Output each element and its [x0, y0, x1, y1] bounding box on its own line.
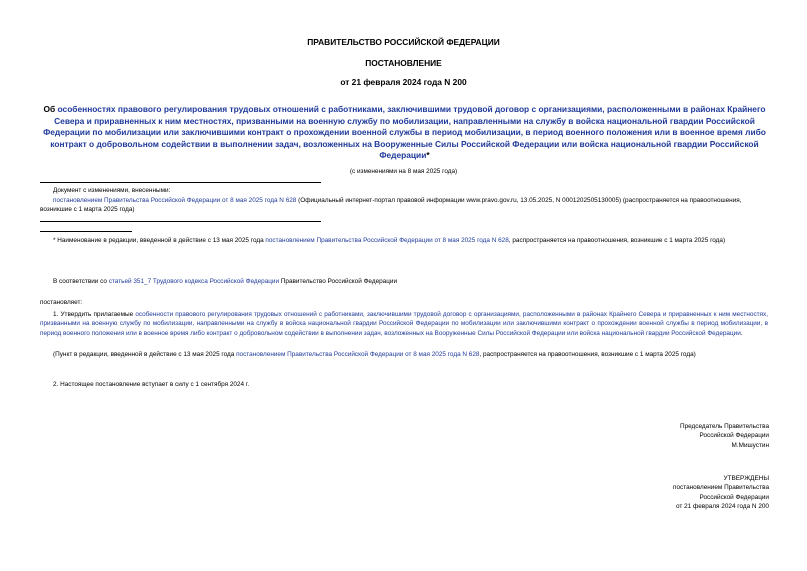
- approved-heading: УТВЕРЖДЕНЫ: [723, 475, 769, 482]
- changes-details: (Официальный интернет-портал правовой информации www.pravo.gov.ru, 13.05.2025, N 0001202505130005) (распространяется на правоотношения, возникшие с 1 марта 2025 года): [40, 197, 742, 214]
- document-title: [40, 104, 769, 162]
- item-1-note-link[interactable]: постановлением Правительства Российской Федерации от 8 мая 2025 года N 628: [236, 351, 480, 358]
- divider-top: [40, 182, 321, 183]
- resolves-label: постановляет:: [40, 299, 83, 306]
- basis-suffix: Правительство Российской Федерации: [279, 278, 398, 285]
- footnote-suffix: , распространяется на правоотношения, возникшие с 1 марта 2025 года): [508, 237, 726, 244]
- item-1-note: [40, 350, 768, 359]
- approval-block: [469, 474, 769, 511]
- approved-org: Российской Федерации: [699, 493, 769, 501]
- basis-link[interactable]: статьей 351_7 Трудового кодекса Российской Федерации: [108, 278, 280, 285]
- title-link[interactable]: особенностях правового регулирования трудовых отношений с работниками, заключившими трудовой договор с организациями, расположенными в районах Крайнего Севера и приравненных к ним местностях, призванными на военную службу по мобилизации, направленными на службу в войска национальной гвардии Российской Федерации по мобилизации или заключившими контракт о прохождении военной службы в период мобилизации, в период военного положения или в военное время либо контракт о добровольном содействии в выполнении задач, возложенных на Вооруженные Силы Российской Федерации или войска национальной гвардии Российской Федерации: [43, 104, 766, 160]
- signature-position: Председатель Правительства: [680, 423, 769, 430]
- basis-prefix: В соответствии со: [53, 278, 109, 285]
- title-footnote: [40, 236, 768, 245]
- changes-label: Документ с изменениями, внесенными:: [53, 187, 171, 194]
- signature-org: Российской Федерации: [699, 432, 769, 440]
- amendments-note: (с изменениями на 8 мая 2025 года): [349, 168, 458, 175]
- approved-date: от 21 февраля 2024 года N 200: [676, 502, 769, 510]
- item-1-note-prefix: (Пункт в редакции, введенной в действие с 13 мая 2025 года: [53, 351, 237, 358]
- divider-middle: [40, 221, 321, 222]
- title-prefix: Об: [43, 104, 58, 114]
- legal-basis: [53, 277, 397, 286]
- government-header: ПРАВИТЕЛЬСТВО РОССИЙСКОЙ ФЕДЕРАЦИИ: [307, 37, 500, 47]
- footnote-link[interactable]: постановлением Правительства Российской Федерации от 8 мая 2025 года N 628: [265, 237, 509, 244]
- document-type: ПОСТАНОВЛЕНИЕ: [365, 58, 442, 68]
- signature-name: М.Мишустин: [731, 441, 769, 449]
- item-1-link[interactable]: особенности правового регулирования трудовых отношений с работниками, заключившими трудовой договор с организациями, расположенными в районах Крайнего Севера и приравненных к ним местностях, призванными на военную службу по мобилизации, направленными на службу в войска национальной гвардии Российской Федерации по мобилизации или заключившими контракт о прохождении военной службы в период мобилизации, в период военного положения или в военное время либо контракт о добровольном содействии в выполнении задач, возложенных на Вооруженные Силы Российской Федерации или войска национальной гвардии Российской Федерации: [40, 311, 768, 337]
- footnote-prefix: * Наименование в редакции, введенной в действие с 13 мая 2025 года: [53, 237, 266, 244]
- document-date: от 21 февраля 2024 года N 200: [340, 77, 467, 87]
- item-1-note-suffix: , распространяется на правоотношения, возникшие с 1 марта 2025 года): [479, 351, 696, 358]
- footnote-rule: [40, 231, 132, 232]
- changes-link[interactable]: постановлением Правительства Российской Федерации от 8 мая 2025 года N 628: [53, 197, 297, 204]
- item-1-suffix: .: [740, 329, 743, 337]
- title-suffix: *: [426, 150, 430, 160]
- item-2: 2. Настоящее постановление вступает в силу с 1 сентября 2024 г.: [53, 381, 250, 388]
- approved-by: постановлением Правительства: [673, 484, 769, 492]
- item-1-prefix: 1. Утвердить прилагаемые: [53, 311, 136, 318]
- changes-text: [40, 196, 768, 215]
- signature-block: [469, 422, 769, 450]
- item-1: [40, 310, 768, 338]
